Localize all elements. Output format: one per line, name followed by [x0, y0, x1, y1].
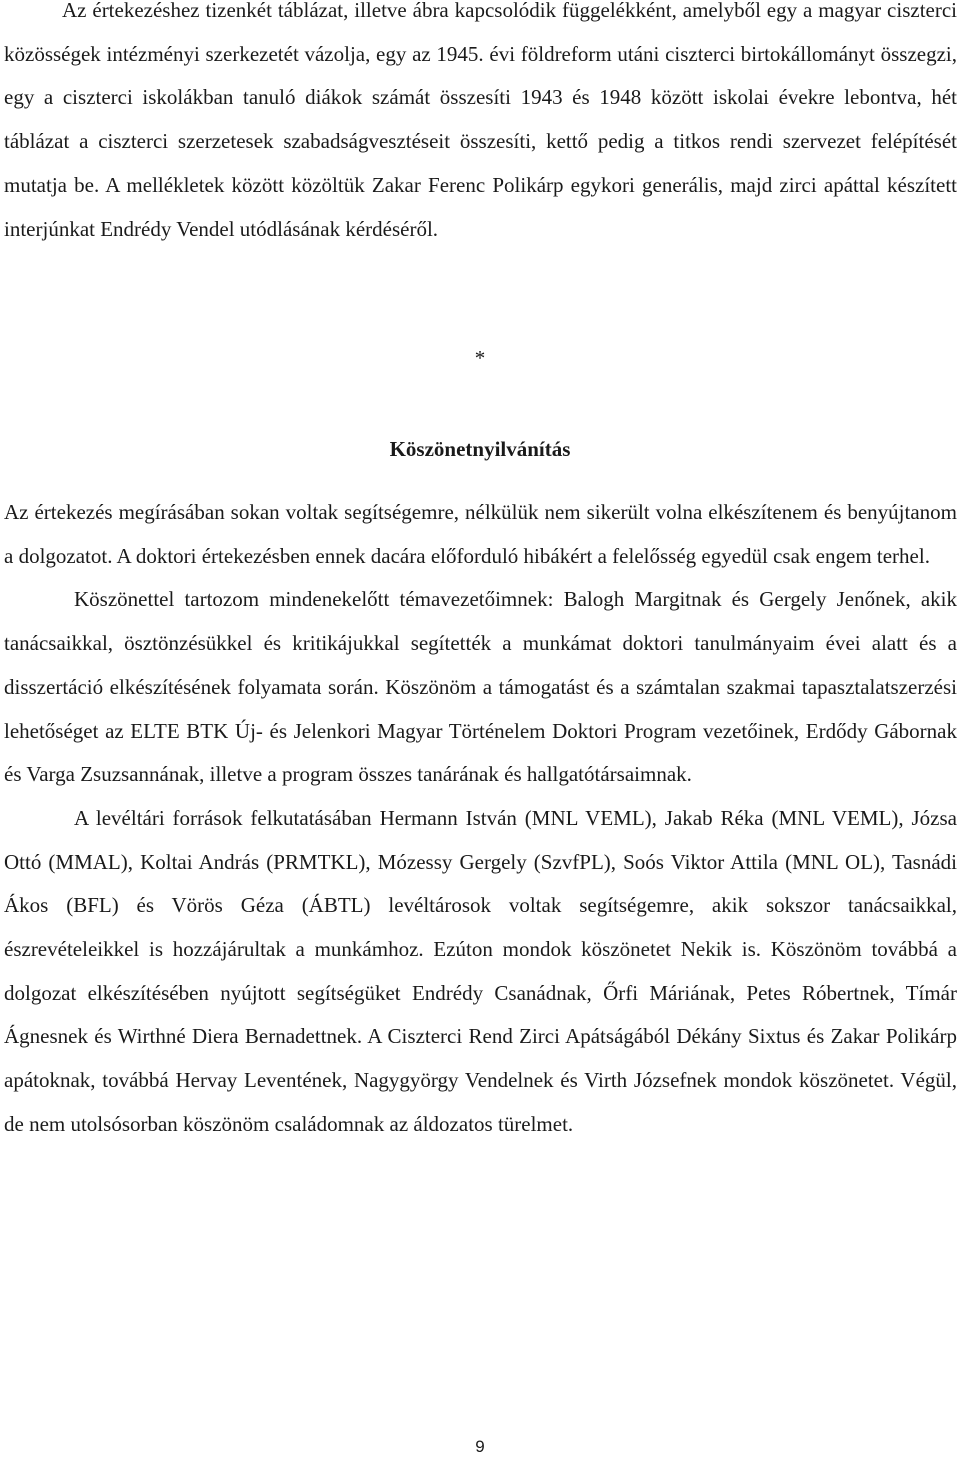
section-separator: * — [474, 346, 486, 370]
page-number: 9 — [475, 1437, 485, 1456]
intro-paragraph: Az értekezéshez tizenkét táblázat, illetve ábra kapcsolódik függelékként, amelyből egy a magyar ciszterci közösségek intézményi szerkezetét vázolja, egy az 1945. évi földreform utáni ciszterci birtokállományt összegzi, egy a ciszterci iskolákban tanuló diákok számát összesíti 1943 és 1948 között iskolai évekre lebontva, hét táblázat a ciszterci szerzetesek szabadságvesztéseit összesíti, kettő pedig a titkos rendi szervezet felépítését mutatja be. A mellékletek között közöltük Zakar Ferenc Polikárp egykori generális, majd zirci apáttal készített interjúnkat Endrédy Vendel utódlásának kérdéséről. — [4, 0, 957, 241]
ack-paragraph-3: A levéltári források felkutatásában Hermann István (MNL VEML), Jakab Réka (MNL VEML), Józsa Ottó (MMAL), Koltai András (PRMTKL), Mózessy Gergely (SzvfPL), Soós Viktor Attila (MNL OL), Tasnádi Ákos (BFL) és Vörös Géza (ÁBTL) levéltárosok voltak segítségemre, akik sokszor tanácsaikkal, észrevételeikkel is hozzájárultak a munkámhoz. Ezúton mondok köszönetet Nekik is. Köszönöm továbbá a dolgozat elkészítésében nyújtott segítségüket Endrédy Csanádnak, Őrfi Máriának, Petes Róbertnek, Tímár Ágnesnek és Wirthné Diera Bernadettnek. A Ciszterci Rend Zirci Apátságából Dékány Sixtus és Zakar Polikárp apátoknak, továbbá Hervay Leventének, Nagygyörgy Vendelnek és Virth Józsefnek mondok köszönetet. Végül, de nem utolsósorban köszönöm családomnak az áldozatos türelmet. — [4, 805, 957, 1136]
acknowledgements-text — [4, 491, 957, 1147]
section-heading: Köszönetnyilvánítás — [389, 437, 571, 461]
ack-paragraph-2: Köszönettel tartozom mindenekelőtt témavezetőimnek: Balogh Margitnak és Gergely Jenőnek, akik tanácsaikkal, ösztönzésükkel és kritikájukkal segítették a munkámat doktori tanulmányaim évei alatt és a disszertáció elkészítésének folyamata során. Köszönöm a támogatást és a számtalan szakmai tapasztalatszerzési lehetőséget az ELTE BTK Új- és Jelenkori Magyar Történelem Doktori Program vezetőinek, Erdődy Gábornak és Varga Zsuzsannának, illetve a program összes tanárának és hallgatótársaimnak. — [4, 587, 957, 787]
ack-paragraph-1: Az értekezés megírásában sokan voltak segítségemre, nélkülük nem sikerült volna elkészítenem és benyújtanom a dolgozatot. A doktori értekezésben ennek dacára előforduló hibákért a felelősség egyedül csak engem terhel. — [4, 500, 957, 568]
intro-text — [4, 0, 957, 251]
